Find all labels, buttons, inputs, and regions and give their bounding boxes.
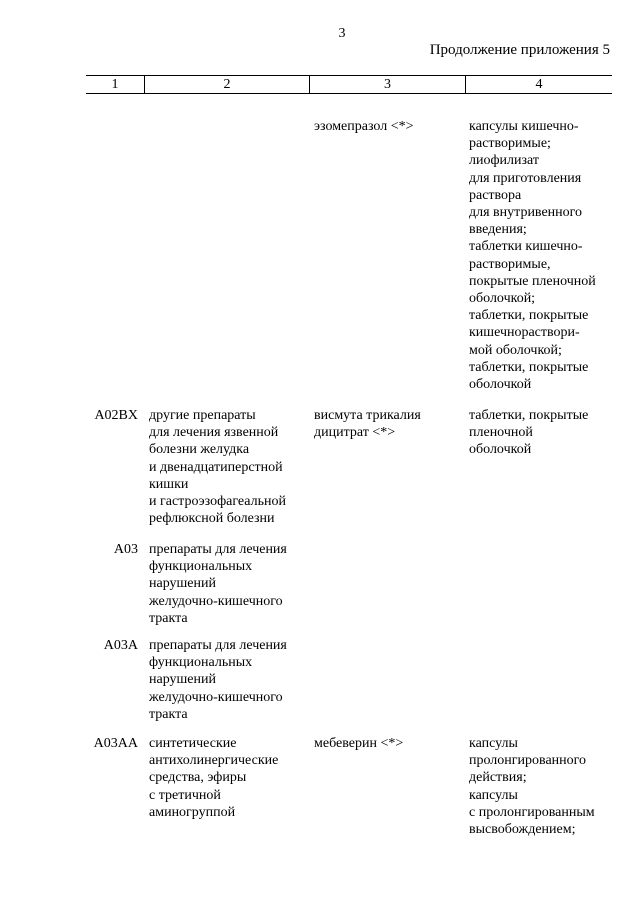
page-number: 3 xyxy=(338,26,346,41)
cell-line: кишки xyxy=(149,476,189,492)
cell-line: кишечнораствори- xyxy=(469,325,580,341)
cell-line: препараты для лечения xyxy=(149,542,287,557)
header-col-2: 2 xyxy=(223,77,231,92)
cell-line: антихолинергические xyxy=(149,753,279,769)
cell-line: средства, эфиры xyxy=(149,770,247,786)
cell-line: пролонгированного xyxy=(469,753,587,769)
header-col-4: 4 xyxy=(535,77,543,92)
table-header xyxy=(86,75,612,94)
cell-line: действия; xyxy=(469,770,527,786)
cell-line: лиофилизат xyxy=(469,153,540,169)
cell-line: мой оболочкой; xyxy=(469,342,562,358)
cell-line: тракта xyxy=(149,706,188,722)
cell-line: введения; xyxy=(469,222,527,238)
cell-line: тракта xyxy=(149,610,188,626)
cell-line: капсулы xyxy=(469,736,518,751)
cell-line: висмута трикалия xyxy=(314,408,421,423)
cell-line: функциональных xyxy=(149,559,253,575)
group-name xyxy=(149,735,278,821)
cell-line: таблетки, покрытые xyxy=(469,408,589,423)
cell-line: для лечения язвенной xyxy=(149,425,279,441)
cell-line: эзомепразол <*> xyxy=(314,119,414,134)
cell-line: таблетки кишечно- xyxy=(469,239,583,255)
cell-line: и двенадцатиперстной xyxy=(149,459,283,475)
cell-line: высвобождением; xyxy=(469,822,576,838)
cell-line: покрытые пленочной xyxy=(469,273,596,289)
cell-line: болезни желудка xyxy=(149,442,250,458)
group-name xyxy=(149,637,287,723)
atc-code: A03 xyxy=(113,542,138,557)
atc-code: A02BX xyxy=(94,408,138,423)
group-name xyxy=(149,407,286,527)
atc-code: A03AA xyxy=(93,736,138,751)
dosage-forms xyxy=(469,407,588,459)
drug-name xyxy=(314,407,421,441)
cell-line: другие препараты xyxy=(149,408,256,423)
cell-line: капсулы xyxy=(469,787,518,803)
group-name xyxy=(149,541,287,627)
cell-line: пленочной xyxy=(469,425,533,441)
cell-line: дицитрат <*> xyxy=(314,425,396,441)
dosage-forms xyxy=(469,735,595,838)
cell-line: оболочкой; xyxy=(469,291,536,307)
cell-line: таблетки, покрытые xyxy=(469,359,589,375)
atc-code: A03A xyxy=(103,638,138,653)
header-col-3: 3 xyxy=(384,77,391,92)
cell-line: нарушений xyxy=(149,576,216,592)
header-col-1: 1 xyxy=(111,77,119,92)
cell-line: синтетические xyxy=(149,736,237,751)
cell-line: с третичной xyxy=(149,787,221,803)
cell-line: раствора xyxy=(469,187,522,203)
cell-line: с пролонгированным xyxy=(469,804,595,820)
cell-line: таблетки, покрытые xyxy=(469,308,589,324)
cell-line: и гастроэзофагеальной xyxy=(149,494,286,510)
cell-line: оболочкой xyxy=(469,442,532,458)
cell-line: оболочкой xyxy=(469,377,532,393)
cell-line: рефлюксной болезни xyxy=(149,511,275,527)
drug-name xyxy=(314,735,403,752)
cell-line: аминогруппой xyxy=(149,804,236,820)
cell-line: для внутривенного xyxy=(469,205,583,221)
cell-line: капсулы кишечно- xyxy=(469,119,579,134)
cell-line: желудочно-кишечного xyxy=(149,593,283,609)
appendix-note: Продолжение приложения 5 xyxy=(429,42,610,58)
cell-line: желудочно-кишечного xyxy=(149,689,283,705)
drug-name xyxy=(314,118,414,135)
cell-line: функциональных xyxy=(149,655,253,671)
cell-line: растворимые; xyxy=(469,136,551,152)
cell-line: препараты для лечения xyxy=(149,638,287,653)
cell-line: для приготовления xyxy=(469,170,582,186)
cell-line: мебеверин <*> xyxy=(314,736,404,751)
dosage-forms xyxy=(469,118,596,393)
cell-line: растворимые, xyxy=(469,256,551,272)
cell-line: нарушений xyxy=(149,672,216,688)
